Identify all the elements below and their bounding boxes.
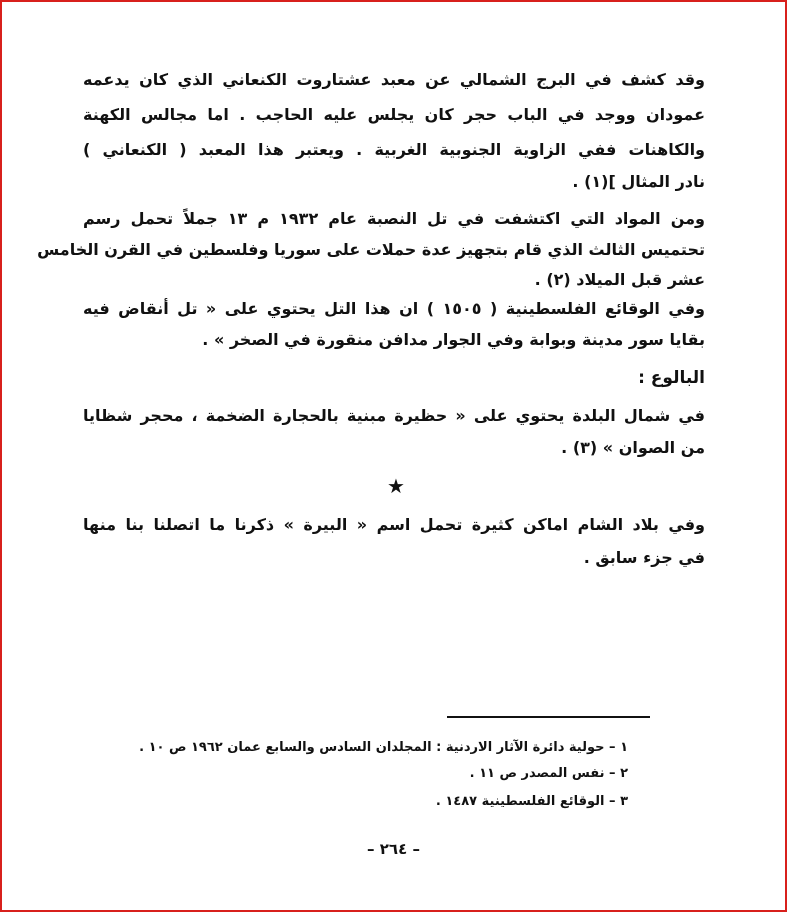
text-line: في جزء سابق . [583, 548, 705, 567]
text-line: وفي الوقائع الفلسطينية ( ١٥٠٥ ) ان هذا التل يحتوي على « تل أنقاض فيه [83, 299, 705, 318]
text-line: بقايا سور مدينة وبوابة وفي الجوار مدافن منقورة في الصخر » . [202, 330, 705, 349]
footnote-divider [447, 716, 650, 718]
text-line: عمودان ووجد في الباب حجر كان يجلس عليه الحاجب . اما مجالس الكهنة [83, 105, 705, 124]
text-line: والكاهنات ففي الزاوية الجنوبية الغربية . ويعتبر هذا المعبد ( الكنعاني ) [83, 140, 705, 159]
page-number: – ٢٦٤ – [367, 840, 420, 858]
star-separator-icon: ★ [387, 474, 405, 498]
text-line: ومن المواد التي اكتشفت في تل النصبة عام ١٩٣٢ م ١٣ جملاً تحمل رسم [83, 209, 705, 228]
text-line: من الصوان » (٣) . [561, 438, 705, 457]
text-line: نادر المثال ](١) . [572, 172, 705, 191]
text-line: وقد كشف في البرج الشمالي عن معبد عشتاروت الكنعاني الذي كان يدعمه [83, 70, 705, 89]
text-line: وفي بلاد الشام اماكن كثيرة تحمل اسم « البيرة » ذكرنا ما اتصلنا بنا منها [83, 515, 705, 534]
text-line: في شمال البلدة يحتوي على « حظيرة مبنية بالحجارة الضخمة ، محجر شظايا [83, 406, 705, 425]
text-line: تحتميس الثالث الذي قام بتجهيز عدة حملات على سوريا وفلسطين في القرن الخامس [37, 240, 705, 259]
section-heading: البالوع : [638, 368, 705, 388]
footnote: ١ – حولية دائرة الآثار الاردنية : المجلدان السادس والسابع عمان ١٩٦٢ ص ١٠ . [139, 740, 628, 755]
text-line: عشر قبل الميلاد (٢) . [534, 270, 705, 289]
footnote: ٣ – الوقائع الفلسطينية ١٤٨٧ . [435, 794, 628, 809]
footnote: ٢ – نفس المصدر ص ١١ . [469, 766, 628, 781]
